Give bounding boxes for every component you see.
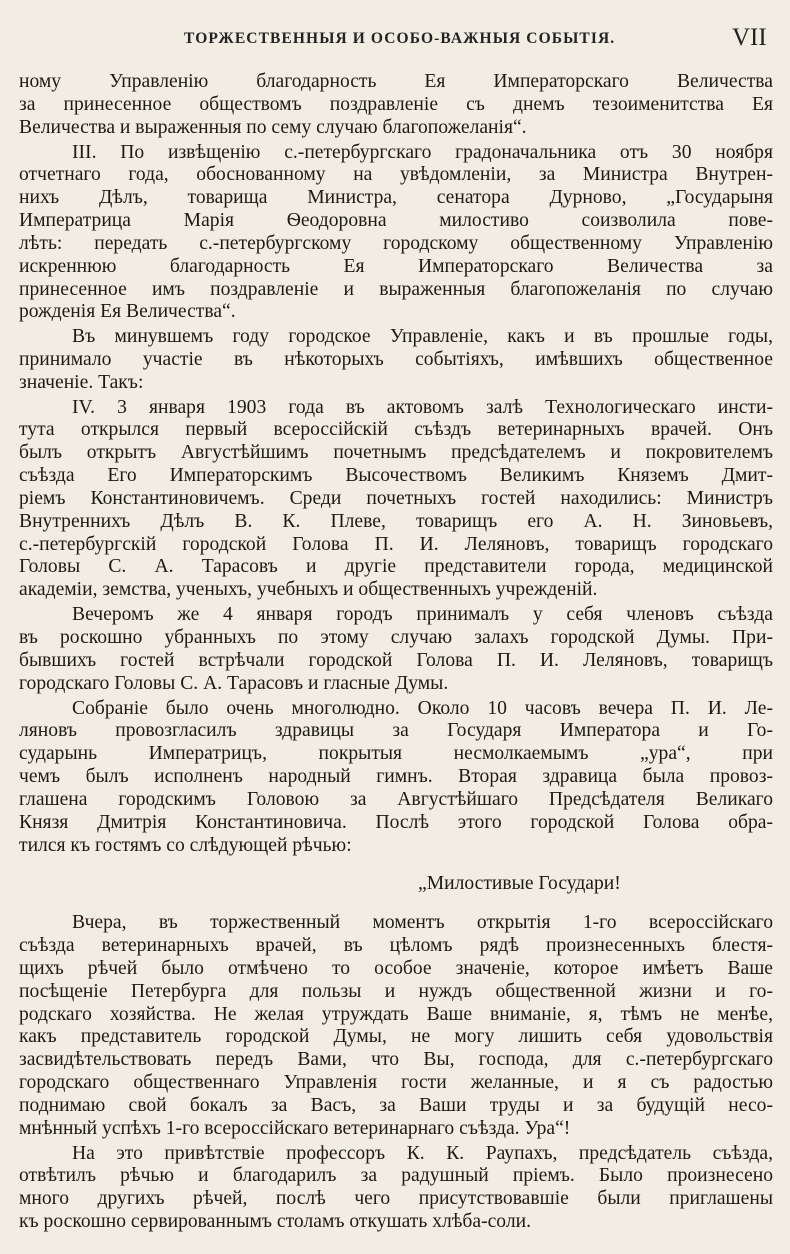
text-line: На это привѣтствіе профессоръ К. К. Раупахъ, предсѣдатель съѣзда, — [72, 1143, 773, 1164]
text-line: III. По извѣщенію с.-петербургскаго градоначальника отъ 30 ноября — [72, 142, 773, 163]
text-line: лѣть: передать с.-петербургскому городскому общественному Управленію — [19, 233, 773, 254]
text-line: тута открылся первый всероссійскій съѣздъ ветеринарныхъ врачей. Онъ — [19, 419, 773, 440]
text-line: академіи, земства, ученыхъ, учебныхъ и общественныхъ учрежденій. — [19, 579, 598, 600]
text-line: городскаго Головы С. А. Тарасовъ и гласные Думы. — [19, 673, 449, 694]
text-line: щихъ рѣчей было отмѣчено то особое значеніе, которое имѣетъ Ваше — [19, 958, 773, 979]
text-line: съѣзда ветеринарныхъ врачей, въ цѣломъ рядѣ произнесенныхъ блестя- — [19, 935, 773, 956]
text-line: принесенное имъ поздравленіе и выраженныя благопожеланія по случаю — [19, 279, 773, 300]
text-line: Императрица Марія Ѳеодоровна милостиво соизволила пове- — [19, 210, 773, 231]
text-line: ляновъ провозгласилъ здравицы за Государя Императора и Го- — [19, 720, 773, 741]
text-line: Вечеромъ же 4 января городъ принималъ у себя членовъ съѣзда — [72, 604, 773, 625]
text-line: тился къ гостямъ со слѣдующей рѣчью: — [19, 835, 352, 856]
text-line: рожденія Ея Величества“. — [19, 301, 236, 322]
page-number: VII — [732, 24, 767, 51]
text-line: какъ представитель городской Думы, не могу лишить себя удовольствія — [19, 1026, 773, 1047]
text-line: сударынь Императрицъ, покрытыя несмолкаемымъ „ура“, при — [19, 743, 773, 764]
text-line: Князя Дмитрія Константиновича. Послѣ этого городской Голова обра- — [19, 812, 773, 833]
text-line: съѣзда Его Императорскимъ Высочествомъ Великимъ Княземъ Дмит- — [19, 465, 773, 486]
text-line: за принесенное обществомъ поздравленіе съ днемъ тезоименитства Ея — [19, 94, 773, 115]
text-line: къ роскошно сервированнымъ столамъ откушать хлѣба-соли. — [19, 1211, 531, 1232]
speech-salutation: „Милостивые Государи! — [418, 873, 621, 894]
text-line: ному Управленію благодарность Ея Императорскаго Величества — [19, 71, 773, 92]
text-line: Головы С. А. Тарасовъ и другіе представители города, медицинской — [19, 556, 773, 577]
text-line: с.-петербургскій городской Голова П. И. Леляновъ, товарищъ городскаго — [19, 534, 773, 555]
text-line: отвѣтилъ рѣчью и благодарилъ за радушный пріемъ. Было произнесено — [19, 1165, 773, 1186]
text-line: мнѣнный успѣхъ 1-го всероссійскаго ветеринарнаго съѣзда. Ура“! — [19, 1118, 571, 1139]
text-line: Въ минувшемъ году городское Управленіе, какъ и въ прошлые годы, — [72, 326, 773, 347]
text-line: принимало участіе въ нѣкоторыхъ событіяхъ, имѣвшихъ общественное — [19, 349, 773, 370]
text-line: глашена городскимъ Головою за Августѣйшаго Предсѣдателя Великаго — [19, 789, 773, 810]
text-line: IV. 3 января 1903 года въ актовомъ залѣ Технологическаго инсти- — [72, 397, 773, 418]
text-line: Вчера, въ торжественный моментъ открытія 1-го всероссійскаго — [72, 912, 773, 933]
text-line: отчетнаго года, обоснованному на увѣдомленіи, за Министра Внутрен- — [19, 164, 773, 185]
text-line: искреннюю благодарность Ея Императорскаго Величества за — [19, 256, 773, 277]
text-line: родскаго хозяйства. Не желая утруждать Ваше вниманіе, я, тѣмъ не менѣе, — [19, 1004, 773, 1025]
text-line: въ роскошно убранныхъ по этому случаю залахъ городской Думы. При- — [19, 627, 773, 648]
text-line: былъ открытъ Августѣйшимъ почетнымъ предсѣдателемъ и покровителемъ — [19, 442, 773, 463]
running-title: ТОРЖЕСТВЕННЫЯ И ОСОБО-ВАЖНЫЯ СОБЫТІЯ. — [184, 30, 616, 47]
text-line: засвидѣтельствовать передъ Вами, что Вы, господа, для с.-петербургскаго — [19, 1049, 773, 1070]
text-line: много другихъ рѣчей, послѣ чего присутствовавшіе были приглашены — [19, 1188, 773, 1209]
text-line: бывшихъ гостей встрѣчали городской Голова П. И. Леляновъ, товарищъ — [19, 650, 773, 671]
text-line: чемъ былъ исполненъ народный гимнъ. Вторая здравица была провоз- — [19, 766, 773, 787]
text-line: Внутреннихъ Дѣлъ В. К. Плеве, товарищъ его А. Н. Зиновьевъ, — [19, 511, 773, 532]
text-line: посѣщеніе Петербурга для пользы и нуждъ общественной жизни и го- — [19, 981, 773, 1002]
text-line: Собраніе было очень многолюдно. Около 10 часовъ вечера П. И. Ле- — [72, 698, 773, 719]
text-line: ріемъ Константиновичемъ. Среди почетныхъ гостей находились: Министръ — [19, 488, 773, 509]
text-line: городскаго общественнаго Управленія гости желанные, и я съ радостью — [19, 1072, 773, 1093]
text-line: значеніе. Такъ: — [19, 372, 144, 393]
text-line: Величества и выраженныя по сему случаю благопожеланія“. — [19, 117, 527, 138]
text-line: поднимаю свой бокалъ за Васъ, за Ваши труды и за будущій несо- — [19, 1095, 773, 1116]
text-line: нихъ Дѣлъ, товарища Министра, сенатора Дурново, „Государыня — [19, 187, 773, 208]
